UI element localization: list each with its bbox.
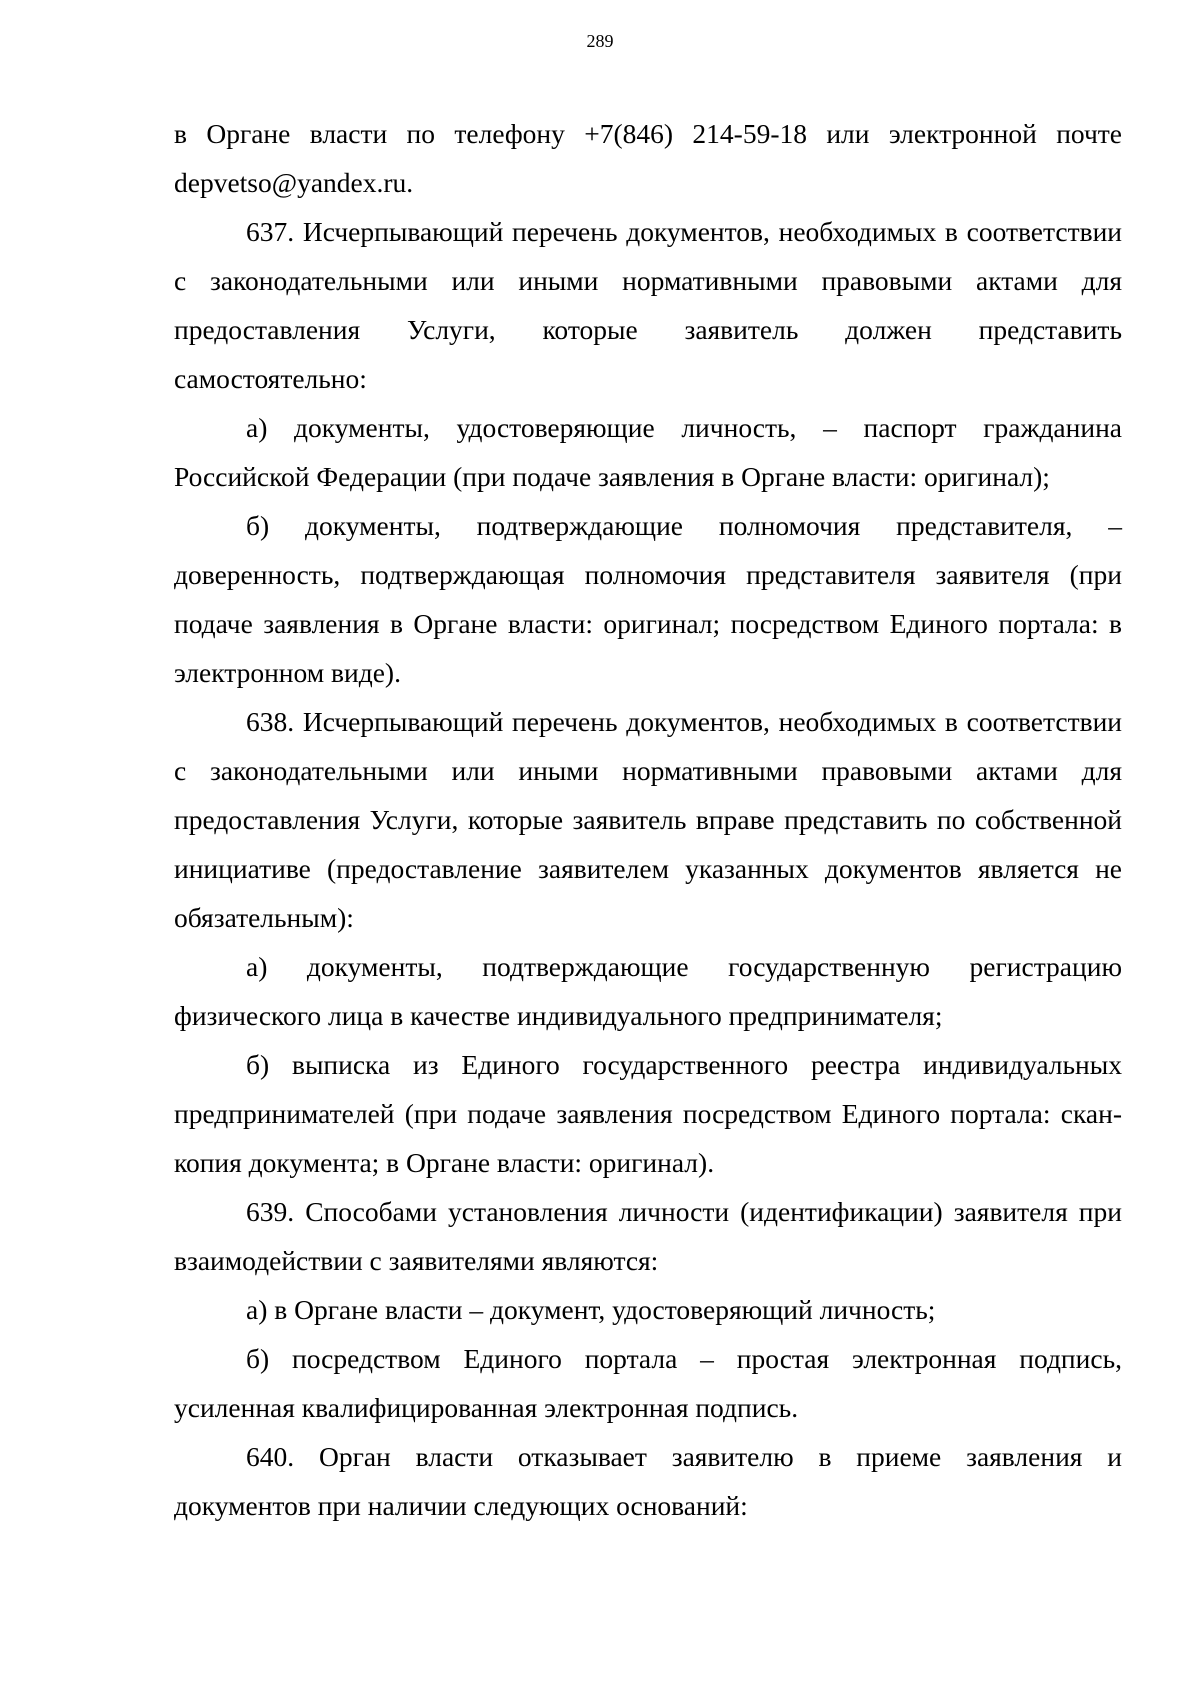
page-number: 289 [586,31,614,51]
paragraph-638: 638. Исчерпывающий перечень документов, необходимых в соответствии с законодательными или иными нормативными правовыми актами для предоставления Услуги, которые заявитель вправе представить по собственной инициативе (предоставление заявителем указанных документов является не обязательным): [174,706,1122,933]
paragraph-contact-info: в Органе власти по телефону +7(846) 214-59-18 или электронной почте depvetso@yandex.ru. [174,118,1122,198]
paragraph-638-b: б) выписка из Единого государственного реестра индивидуальных предпринимателей (при подаче заявления посредством Единого портала: скан-копия документа; в Органе власти: оригинал). [174,1049,1122,1178]
paragraph-637: 637. Исчерпывающий перечень документов, необходимых в соответствии с законодательными или иными нормативными правовыми актами для предоставления Услуги, которые заявитель должен представить самостоятельно: [174,216,1122,394]
paragraph-638-a: а) документы, подтверждающие государственную регистрацию физического лица в качестве индивидуального предпринимателя; [174,951,1122,1031]
document-body [174,109,1122,1530]
paragraph-639: 639. Способами установления личности (идентификации) заявителя при взаимодействии с заявителями являются: [174,1196,1122,1276]
paragraph-637-b: б) документы, подтверждающие полномочия представителя, – доверенность, подтверждающая полномочия представителя заявителя (при подаче заявления в Органе власти: оригинал; посредством Единого портала: в электронном виде). [174,510,1122,688]
paragraph-639-a: а) в Органе власти – документ, удостоверяющий личность; [246,1294,936,1325]
paragraph-639-b: б) посредством Единого портала – простая электронная подпись, усиленная квалифицированная электронная подпись. [174,1343,1122,1423]
paragraph-640: 640. Орган власти отказывает заявителю в приеме заявления и документов при наличии следующих оснований: [174,1441,1122,1521]
paragraph-637-a: а) документы, удостоверяющие личность, – паспорт гражданина Российской Федерации (при подаче заявления в Органе власти: оригинал); [174,412,1122,492]
